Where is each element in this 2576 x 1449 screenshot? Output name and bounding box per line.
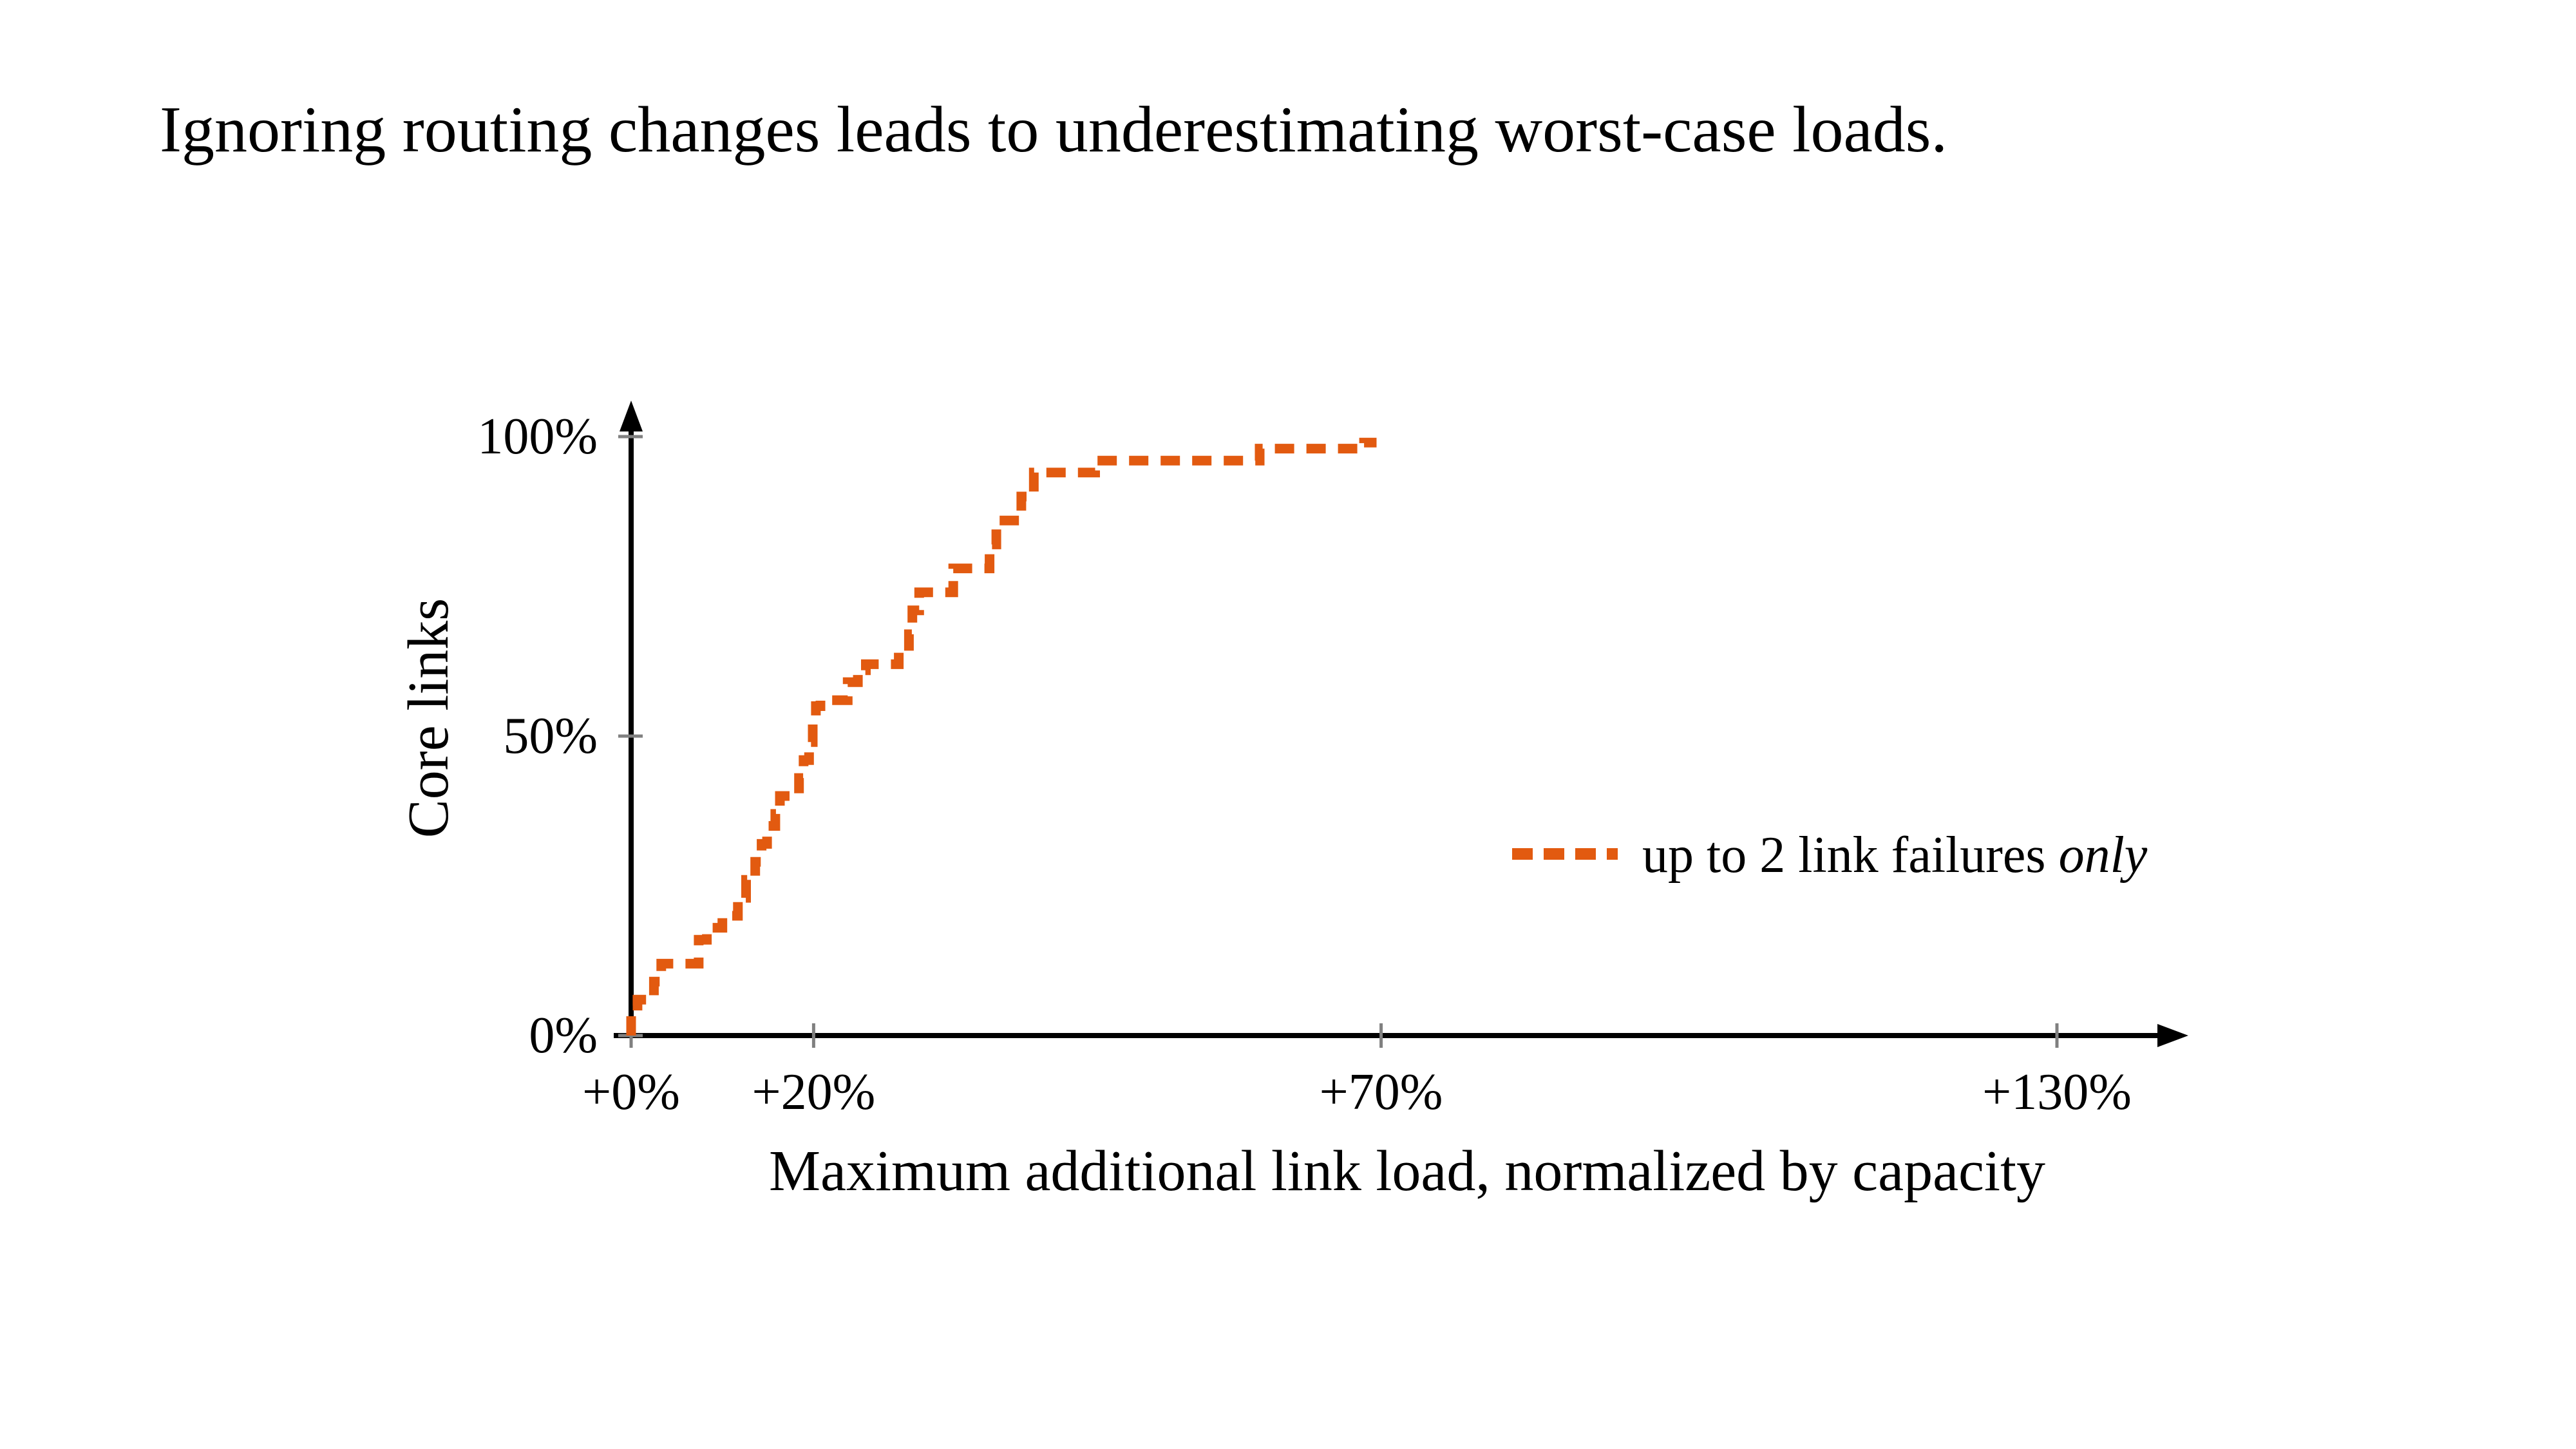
legend-label	[1642, 827, 2148, 884]
x-tick-label: +0%	[582, 1064, 680, 1121]
y-tick-label: 0%	[529, 1007, 598, 1064]
x-axis-arrowhead-icon	[2157, 1024, 2188, 1047]
legend	[1512, 827, 2148, 884]
x-tick-label: +130%	[1982, 1064, 2132, 1121]
cdf-step-curve	[631, 442, 1377, 1036]
y-tick-label: 100%	[477, 408, 598, 465]
y-axis-arrowhead-icon	[620, 401, 643, 431]
y-axis-label: Core links	[397, 598, 460, 838]
legend-label-text: up to 2 link failures	[1642, 827, 2059, 884]
slide-title: Ignoring routing changes leads to underestimating worst-case loads.	[160, 93, 1947, 166]
legend-label-emphasis: only	[2058, 827, 2148, 884]
x-tick-label: +70%	[1319, 1064, 1443, 1121]
x-axis-label: Maximum additional link load, normalized by capacity	[769, 1139, 2045, 1203]
y-ticks	[477, 408, 643, 1064]
y-tick-label: 50%	[503, 708, 598, 764]
axes	[614, 401, 2188, 1047]
x-tick-label: +20%	[752, 1064, 876, 1121]
